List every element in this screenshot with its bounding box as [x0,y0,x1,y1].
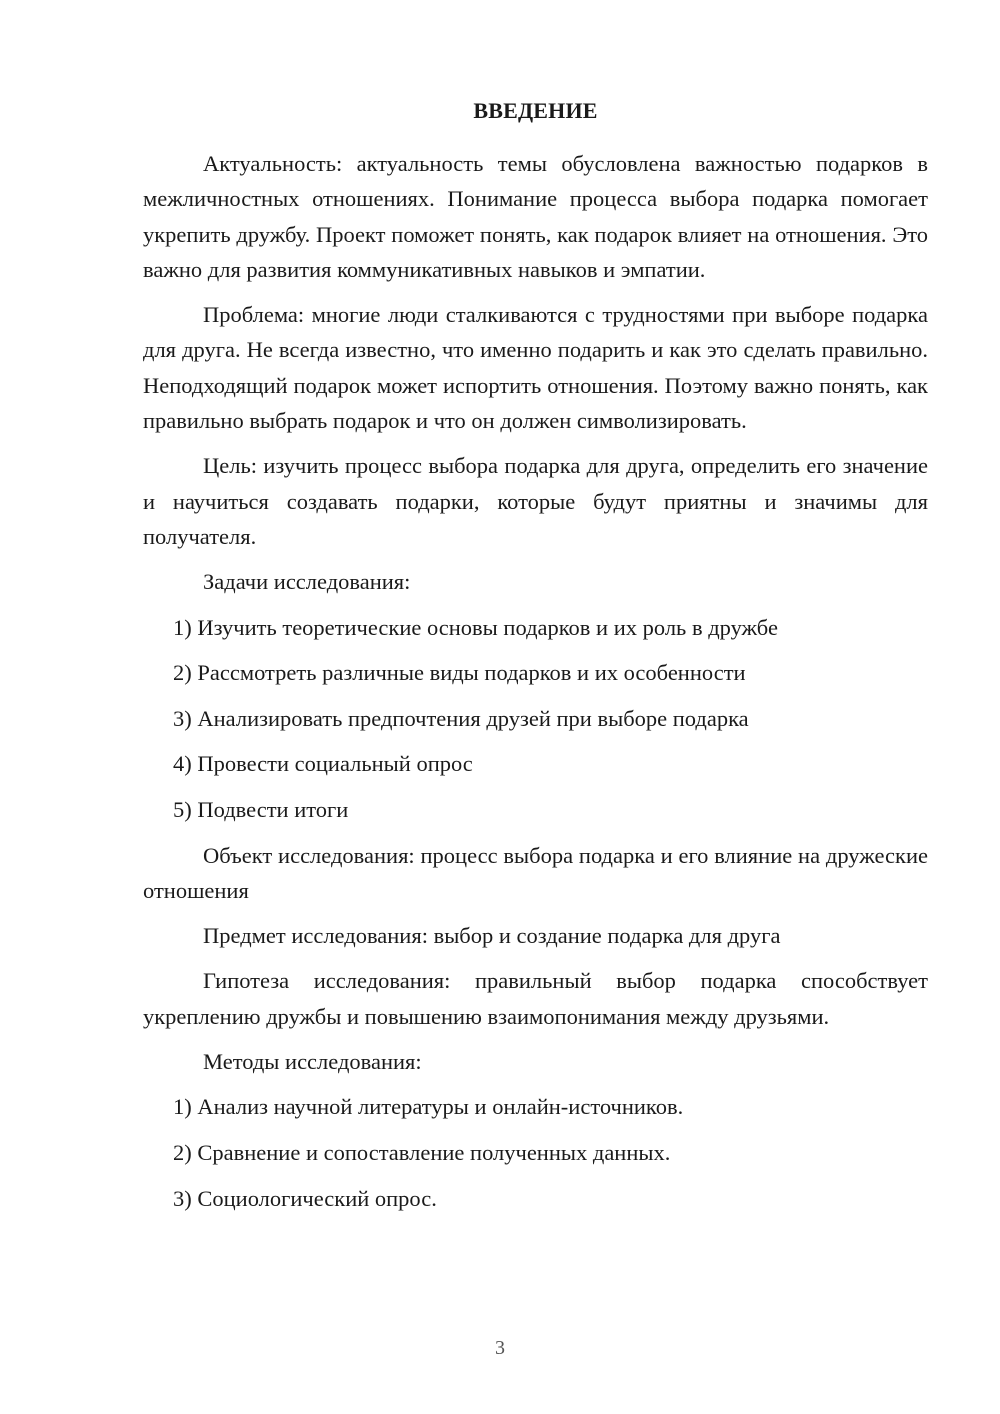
object-paragraph: Объект исследования: процесс выбора подарка и его влияние на дружеские отношения [143,842,928,903]
document-page [143,96,928,1226]
page-number: 3 [495,1337,505,1359]
list-item: 3) Социологический опрос. [173,1185,437,1211]
methods-list [143,1089,928,1215]
hypothesis-paragraph: Гипотеза исследования: правильный выбор подарка способствует укреплению дружбы и повышению взаимопонимания между друзьями. [143,968,928,1029]
list-item: 1) Изучить теоретические основы подарков и их роль в дружбе [173,614,778,640]
relevance-paragraph: Актуальность: актуальность темы обусловлена важностью подарков в межличностных отношениях. Понимание процесса выбора подарка помогает укрепить дружбу. Проект поможет понять, как подарок влияет на отношения. Это важно для развития коммуникативных навыков и эмпатии. [143,151,928,282]
list-item: 5) Подвести итоги [173,796,349,822]
list-item: 1) Анализ научной литературы и онлайн-источников. [173,1094,684,1120]
subject-paragraph: Предмет исследования: выбор и создание подарка для друга [203,923,781,949]
page-title: ВВЕДЕНИЕ [473,98,598,123]
list-item: 3) Анализировать предпочтения друзей при выборе подарка [173,705,749,731]
tasks-heading: Задачи исследования: [203,569,411,595]
list-item: 2) Рассмотреть различные виды подарков и их особенности [173,660,746,686]
goal-paragraph: Цель: изучить процесс выбора подарка для друга, определить его значение и научиться создавать подарки, которые будут приятны и значимы для получателя. [143,453,928,549]
list-item: 4) Провести социальный опрос [173,751,473,777]
methods-heading: Методы исследования: [203,1049,422,1075]
list-item: 2) Сравнение и сопоставление полученных данных. [173,1139,671,1165]
tasks-list [143,610,928,828]
problem-paragraph: Проблема: многие люди сталкиваются с трудностями при выборе подарка для друга. Не всегда известно, что именно подарить и как это сделать правильно. Неподходящий подарок может испортить отношения. Поэтому важно понять, как правильно выбрать подарок и что он должен символизировать. [143,302,928,434]
